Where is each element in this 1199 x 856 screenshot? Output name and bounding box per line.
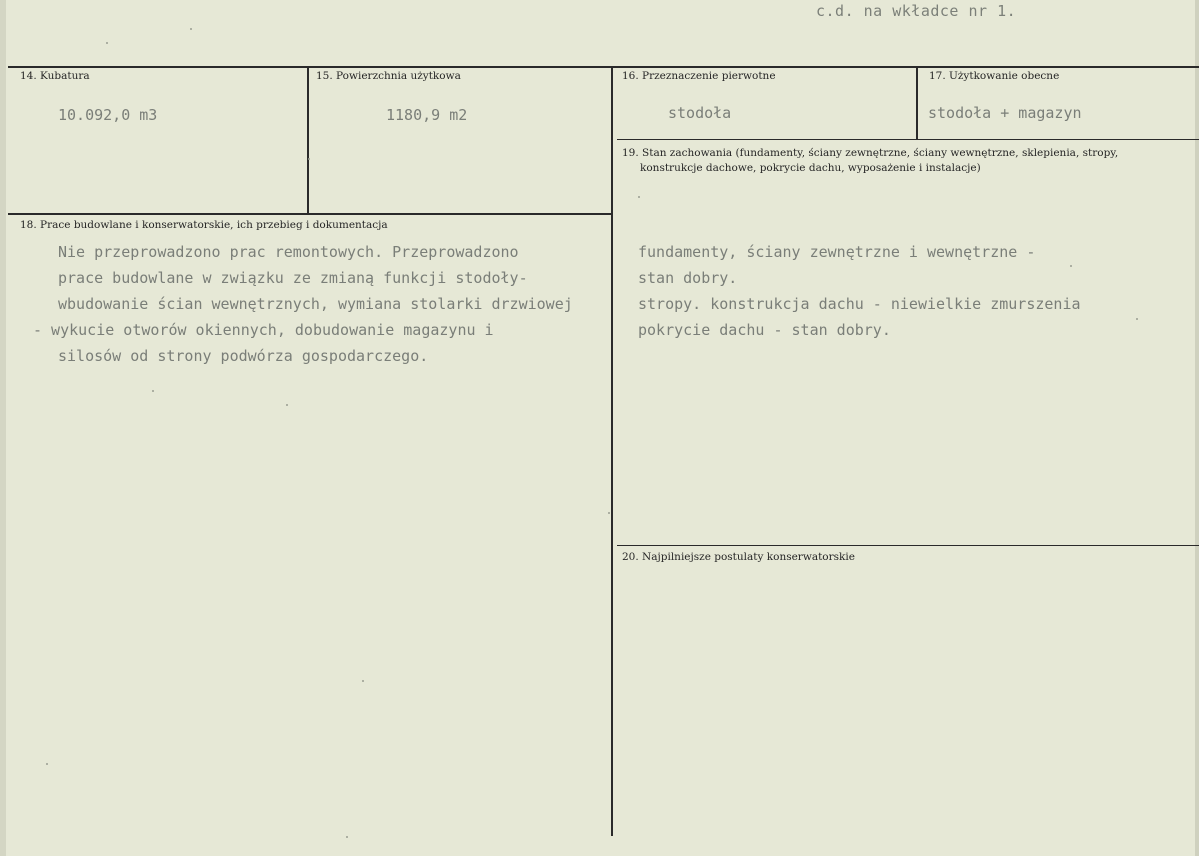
field-19-label-line1: 19. Stan zachowania (fundamenty, ściany zewnętrzne, ściany wewnętrzne, sklepienia, stropy, [622,147,1119,159]
field-19-line: pokrycie dachu - stan dobry. [638,321,891,339]
field-18-line: wbudowanie ścian wewnętrznych, wymiana stolarki drzwiowej [58,295,573,313]
card-left-edge [0,0,6,856]
field-19-line: stan dobry. [638,269,738,287]
top-note: c.d. na wkładce nr 1. [816,2,1017,20]
field-16-value: stodoła [668,104,732,122]
field-18-line: silosów od strony podwórza gospodarczego. [58,347,429,365]
field-15-label: 15. Powierzchnia użytkowa [316,70,461,82]
center-divider [611,66,613,836]
card-right-edge [1195,0,1199,856]
field-17-label: 17. Użytkowanie obecne [929,70,1060,82]
rule-under-14-15 [8,213,613,215]
field-17-value: stodoła + magazyn [928,104,1082,122]
field-18-line: Nie przeprowadzono prac remontowych. Przeprowadzono [58,243,519,261]
field-14-value: 10.092,0 m3 [58,106,158,124]
field-18-label: 18. Prace budowlane i konserwatorskie, ich przebieg i dokumentacja [20,219,388,231]
paper-speck [46,763,48,765]
paper-speck [286,404,288,406]
paper-speck [1070,265,1072,267]
paper-speck [638,196,640,198]
divider-16-17 [916,66,918,140]
divider-14-15 [307,66,309,215]
paper-speck [362,680,364,682]
paper-speck [152,390,154,392]
paper-speck [190,28,192,30]
field-19-line: stropy. konstrukcja dachu - niewielkie zmurszenia [638,295,1081,313]
field-19-line: fundamenty, ściany zewnętrzne i wewnętrzne - [638,243,1036,261]
field-18-line: prace budowlane w związku ze zmianą funkcji stodoły- [58,269,528,287]
paper-speck [346,836,348,838]
field-16-label: 16. Przeznaczenie pierwotne [622,70,776,82]
rule-above-20 [617,545,1199,546]
field-20-label: 20. Najpilniejsze postulaty konserwatorskie [622,551,855,563]
paper-speck [308,158,310,160]
field-14-label: 14. Kubatura [20,70,90,82]
paper-speck [1136,318,1138,320]
paper-speck [106,42,108,44]
field-18-line: - wykucie otworów okiennych, dobudowanie magazynu i [33,321,494,339]
field-19-label-line2: konstrukcje dachowe, pokrycie dachu, wyposażenie i instalacje) [640,162,981,174]
rule-under-16-17 [617,139,1199,140]
paper-speck [608,512,610,514]
field-15-value: 1180,9 m2 [386,106,468,124]
top-rule [8,66,1199,68]
